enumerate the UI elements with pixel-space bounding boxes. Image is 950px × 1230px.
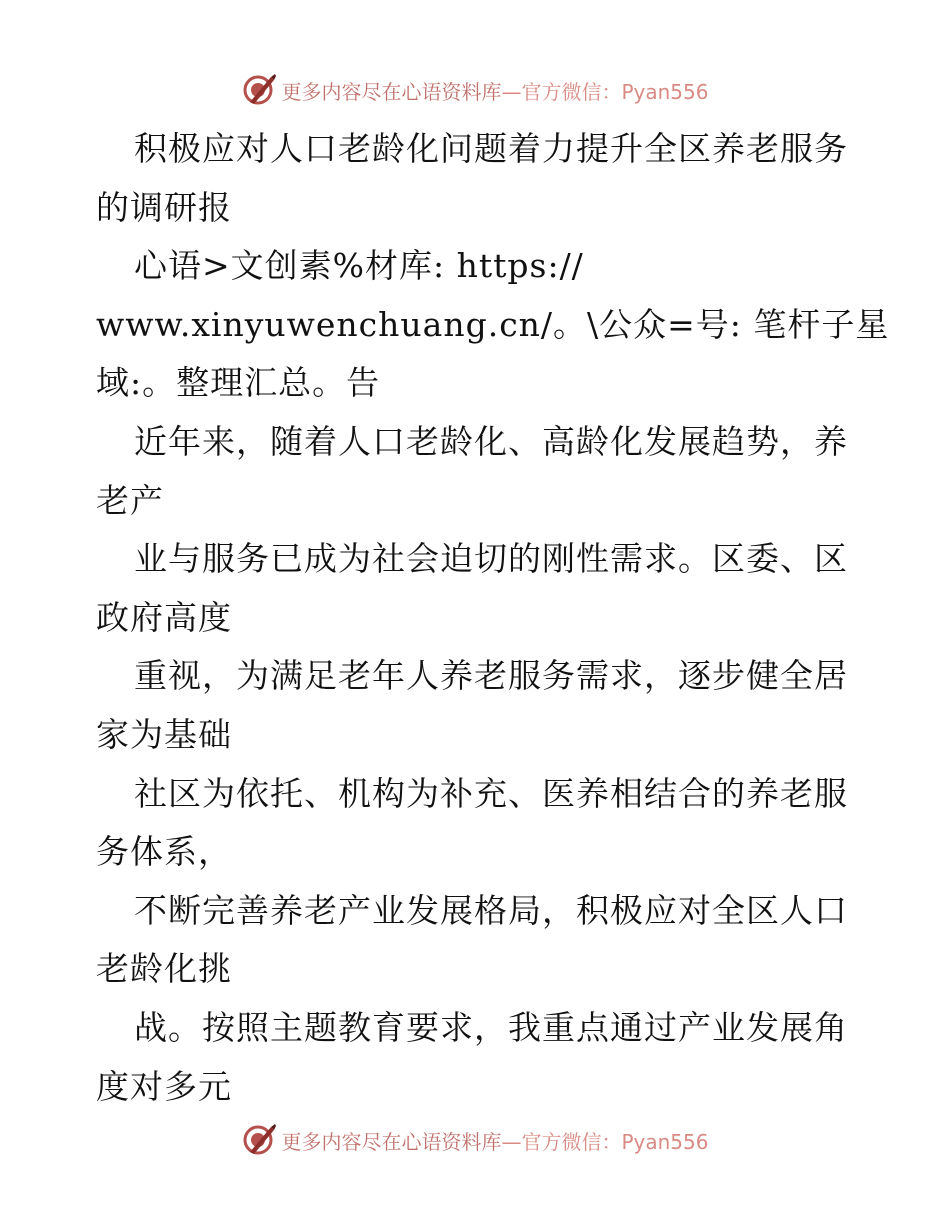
banner-text [281,76,708,105]
text-line: 心语>文创素%材库: https:// [134,246,584,286]
pen-logo-icon [241,72,277,108]
text-line: 家为基础 [96,714,232,754]
text-line: 近年来，随着人口老龄化、高龄化发展趋势，养 [134,421,848,461]
document-body [96,120,890,1116]
text-line: 重视，为满足老年人养老服务需求，逐步健全居 [134,656,848,696]
pen-logo-icon [241,1122,277,1158]
text-line: 的调研报 [96,187,232,227]
text-line: 社区为依托、机构为补充、医养相结合的养老服 [134,773,848,813]
text-line: 政府高度 [96,597,232,637]
text-line: 老产 [96,480,164,520]
text-line: 务体系， [96,832,232,872]
header-banner [0,70,950,110]
banner-tail: —官方微信：Pyan556 [501,79,709,104]
banner-lead: 更多内容尽在心语资料库 [281,79,502,104]
text-line: 不断完善养老产业发展格局，积极应对全区人口 [134,890,848,930]
text-line: 战。按照主题教育要求，我重点通过产业发展角 [134,1007,848,1047]
banner-tail: —官方微信：Pyan556 [501,1129,709,1154]
footer-banner [0,1120,950,1160]
text-line: www.xinyuwenchuang.cn/。\公众=号: 笔杆子星 [96,304,890,344]
text-line: 业与服务已成为社会迫切的刚性需求。区委、区 [134,539,848,579]
text-line: 积极应对人口老龄化问题着力提升全区养老服务 [134,129,848,168]
banner-lead: 更多内容尽在心语资料库 [281,1129,502,1154]
text-line: 度对多元 [96,1066,232,1106]
text-line: 域:。整理汇总。告 [96,363,381,403]
text-line: 老龄化挑 [96,949,232,989]
banner-text [281,1126,708,1155]
